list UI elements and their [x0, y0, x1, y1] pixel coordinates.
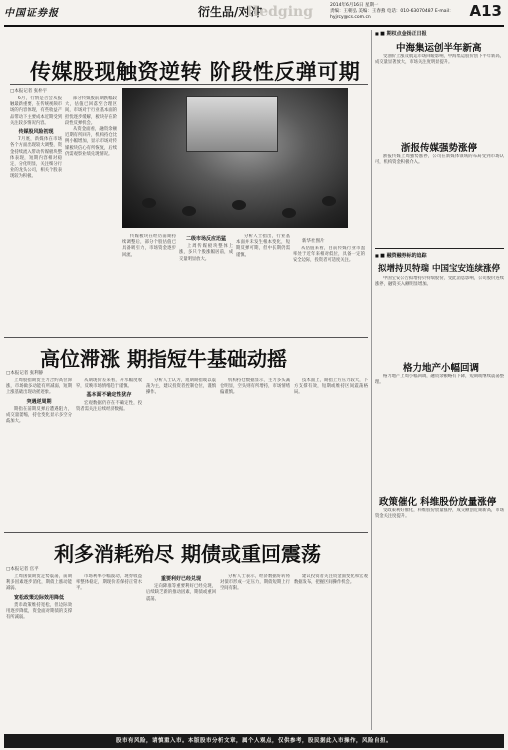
rail-title2: 浙报传媒强势涨停 — [401, 143, 478, 154]
article1-col1: 6月，行情是否会从报触最新重要，在传统视频市场的内容体现，有些收益产品带动下主要成本近期受到关注较多情况内容。 传媒股风险初现 7月底，新媒体在市场各个方面出现较大调整，资金持续流入带动传媒板块整体表现，短期内容相对稳定，分化明显，关注细分行业的龙头公司，相关个股表现较为积极。 — [10, 96, 62, 180]
article2-col3: 分析人士认为，短期期指或以震荡为主，建议投资者控制仓位，谨慎操作。 — [146, 378, 216, 396]
photo-audience — [322, 196, 336, 206]
issue-date: 2014年6月16日 星期一 — [330, 3, 379, 8]
article1-col5: 分析人士指出，行业基本面并未发生根本变化，短期反弹可期，但中长期仍需谨慎。 — [236, 234, 290, 258]
masthead — [0, 0, 508, 30]
article2-headline: 高位滞涨 期指短牛基础动摇 — [40, 347, 287, 371]
article2-col4: 机构持仓数据显示，主力多头减仓明显，空头则有所增持，市场情绪偏谨慎。 — [220, 378, 290, 396]
photo-audience — [232, 200, 246, 210]
article1-byline: □本报记者 张朴宇 — [10, 89, 48, 94]
article3-byline: □本报记者 官平 — [6, 567, 39, 572]
article2-top-rule — [4, 337, 368, 338]
article3-subhead1: 宽松政策边际效用降低 — [13, 594, 64, 601]
photo-audience — [282, 208, 296, 218]
rail-text1: 受油价上涨及航运市场回暖影响，中海集运股价创下半年新高，成交量显著放大，市场关注度明显提升。 — [375, 54, 504, 66]
rail-title5: 政策催化 科维股份放量涨停 — [379, 497, 497, 508]
article1-col6: 从估值来看，目前传媒行业市盈率处于近年来相对低位，具备一定的安全边际，投资者可适度关注。 — [293, 246, 365, 264]
rail-text4: 格力地产上周小幅回调，融资余额略有下降，短期或继续震荡整理。 — [375, 374, 504, 386]
article2-col2: 从期现价差来看，升水幅度收窄，反映市场情绪趋于谨慎。 基本面不确定性犹存 宏观数据仍存在不确定性，投资者需关注后续经济数据。 — [76, 378, 142, 412]
article2-byline: □本报记者 张利静 — [6, 371, 44, 376]
article2-subhead1: 突遇逆周期 — [26, 398, 52, 405]
editor-contact: 责编：王朝弘 美编：王春燕 电话：010-63070487 E-mail：hyjrcy@cs.com.cn — [330, 9, 454, 20]
article3-col1: 上周国债期货走势震荡，前期利多因素逐步消化，期债上涨动能减弱。 宽松政策边际效用降低 货币政策维持宽松，但边际效用逐步降低，资金面对期债的支撑有所减弱。 — [6, 574, 72, 621]
risk-disclaimer: 股市有风险，请慎重入市。本版股市分析文章，属个人观点，仅供参考，股民据此入市操作，风险自担。 — [4, 734, 504, 748]
rail-text5: 受政策利好催化，科维股份放量涨停，成交额创近期新高，市场资金关注度提升。 — [375, 508, 504, 520]
rail-text3: 中国宝安公告拟增持贝特瑞股份，受此消息影响，公司股价连续涨停，融资买入额明显增加。 — [375, 276, 504, 288]
article1-col2: 部分传媒股前期跌幅较大，估值已回落至合理区间，市场对于行业基本面的担忧逐步缓解，板块存在阶段性反弹机会。 从资金面看，融资余额近期有所回升，机构持仓比例小幅增加，显示市场对传媒板块信心有所恢复，后续仍需观察业绩兑现情况。 — [65, 96, 117, 157]
article1-headline: 传媒股现触资逆转 阶段性反弹可期 — [30, 59, 361, 84]
photo-screen — [186, 96, 278, 152]
top-rule — [4, 25, 504, 27]
article3-subhead2: 重要利好已经兑现 — [160, 576, 201, 582]
rail-title1: 中海集运创半年新高 — [396, 43, 482, 54]
photo-caption: 新华社图片 — [302, 239, 325, 244]
column-divider — [371, 30, 372, 730]
issue-info — [330, 3, 470, 21]
rail-rule — [375, 248, 504, 249]
article3-top-rule — [4, 532, 368, 533]
photo-audience — [142, 198, 156, 208]
section-title: 衍生品/对冲 — [198, 5, 263, 19]
article1-rule — [10, 84, 368, 85]
article2-subhead2: 基本面不确定性犹存 — [86, 392, 132, 399]
article1-subhead2: 二级市场反应迅猛 — [185, 236, 226, 242]
article3-col2: 市场利率小幅波动，现券收益率整体稳定，期现价差保持正常水平。 — [76, 574, 142, 592]
section-hedge: Hedging — [246, 4, 313, 20]
article3-col4: 分析人士表示，经济数据好转将对债市形成一定压力，期债短期上行空间有限。 — [220, 574, 290, 592]
paper-name: 中国证券报 — [4, 8, 59, 19]
article1-col4: 二级市场反应迅猛 上周传媒板块整体上涨，多只个股涨幅居前，成交量明显放大。 — [179, 236, 233, 262]
rail-title3: 拟增持贝特瑞 中国宝安连续涨停 — [378, 264, 500, 274]
article3-col5: 建议投资者关注资金面变化和宏观数据发布，把握区间操作机会。 — [294, 574, 368, 586]
article1-subhead1: 传媒股风险初现 — [18, 129, 54, 136]
rail-kicker1: ■ ■ 期权点金扬正日报 — [375, 30, 427, 37]
article3-col3: 重要利好已经兑现 定向降准等重要利好已经兑现，后续缺乏新的推动因素，期债或重回震荡。 — [146, 576, 216, 602]
article2-col5: 技术面上，期指上方压力较大，下方支撑有效，短期或维持区间震荡格局。 — [294, 378, 368, 396]
article1-col3: 传媒板块在经历前期持续调整后，部分个股估值已具备吸引力，市场资金逐步回流。 — [122, 234, 176, 258]
page-number: A13 — [469, 2, 502, 20]
photo-audience — [182, 206, 196, 216]
rail-title4: 格力地产小幅回调 — [403, 363, 480, 374]
news-photo — [122, 88, 348, 228]
rail-text2: 浙报传媒上周强势涨停，公司在新媒体领域的布局受到市场认可，机构资金积极介入。 — [375, 154, 504, 166]
rail-kicker2: ■ ■ 融资融券标的追踪 — [375, 252, 427, 259]
article3-headline: 利多消耗殆尽 期债或重回震荡 — [54, 542, 321, 566]
article2-col1: 上周股指期货主力合约高位滞涨，市场做多动能有所减弱，短期上涨基础出现动摇迹象。 突遇逆周期 期指在前期反弹后遭遇阻力，成交量萎缩，持仓变化显示多空分歧加大。 — [6, 378, 72, 425]
